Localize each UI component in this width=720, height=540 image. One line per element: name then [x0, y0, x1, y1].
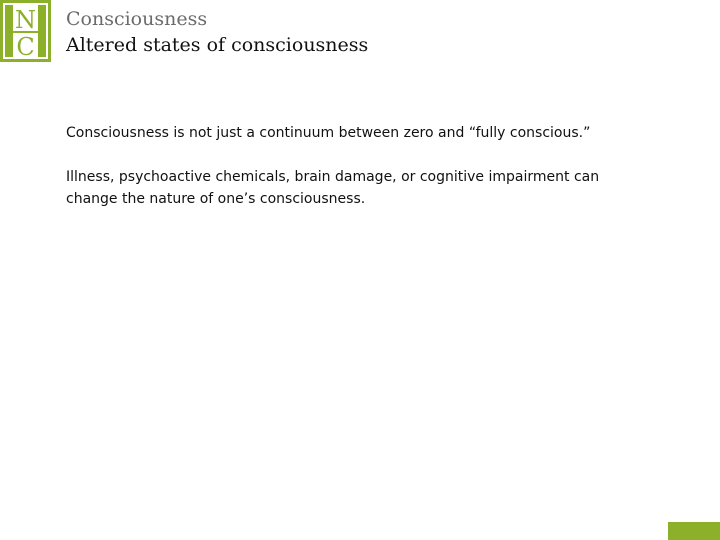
- logo-letter-c: C: [16, 33, 35, 61]
- slide-body: [66, 122, 626, 232]
- logo-left-pillar: [5, 5, 13, 57]
- slide-header: [66, 6, 368, 58]
- inc-logo: [0, 0, 51, 62]
- slide-title: Altered states of consciousness: [66, 34, 369, 56]
- body-paragraph-2: Illness, psychoactive chemicals, brain damage, or cognitive impairment can change the nature of one’s consciousness.: [66, 169, 600, 207]
- logo-letter-n: N: [15, 6, 36, 34]
- inc-logo-mark: [0, 0, 51, 62]
- footer-accent-bar: [668, 522, 720, 540]
- slide-supertitle: Consciousness: [66, 8, 208, 30]
- body-paragraph-1: Consciousness is not just a continuum between zero and “fully conscious.”: [66, 125, 591, 141]
- logo-right-pillar: [38, 5, 46, 57]
